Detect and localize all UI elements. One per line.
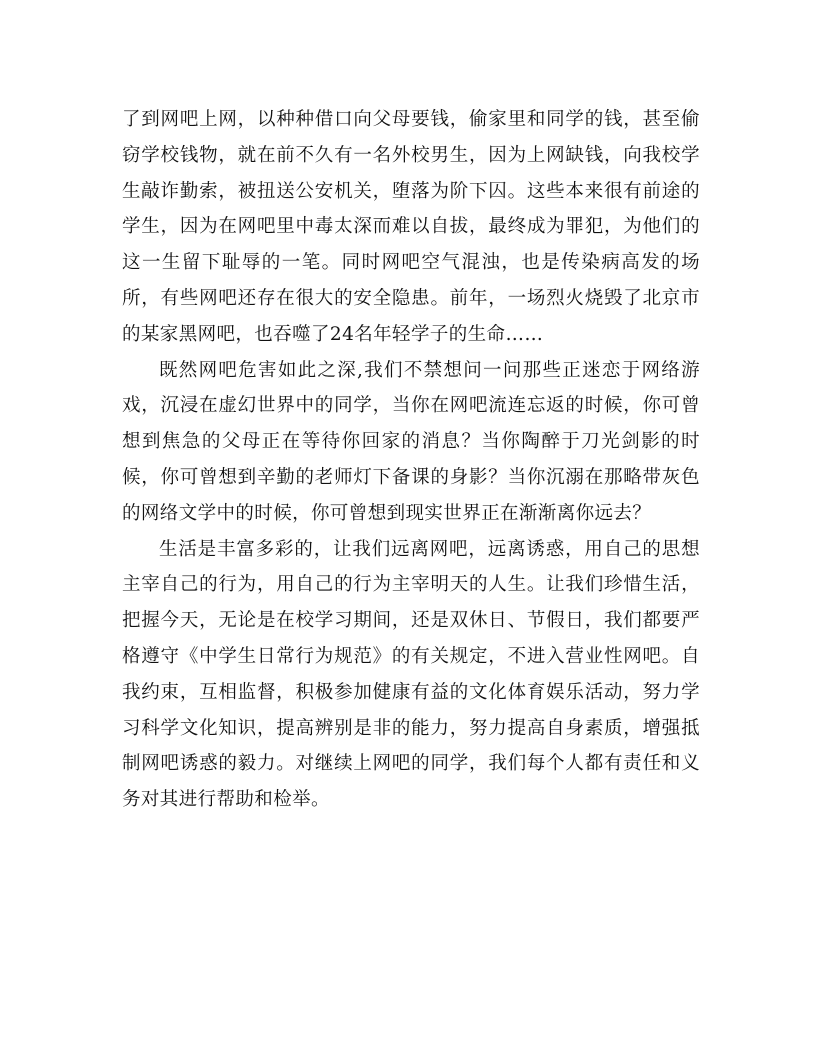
document-body: [122, 102, 700, 818]
paragraph-internet-cafe-harm: 既然网吧危害如此之深,我们不禁想问一问那些正迷恋于网络游戏，沉浸在虚幻世界中的同学，当你在网吧流连忘返的时候，你可曾想到焦急的父母正在等待你回家的消息？当你陶醉于刀光剑影的时候，你可曾想到辛勤的老师灯下备课的身影？当你沉溺在那略带灰色的网络文学中的时候，你可曾想到现实世界正在渐渐离你远去？: [122, 359, 700, 524]
paragraph-continuation: 了到网吧上网，以种种借口向父母要钱，偷家里和同学的钱，甚至偷窃学校钱物，就在前不久有一名外校男生，因为上网缺钱，向我校学生敲诈勤索，被扭送公安机关，堕落为阶下囚。这些本来很有前途的学生，因为在网吧里中毒太深而难以自拔，最终成为罪犯，为他们的这一生留下耻辱的一笔。同时网吧空气混浊，也是传染病高发的场所，有些网吧还存在很大的安全隐患。前年，一场烈火烧毁了北京市的某家黑网吧，也吞噬了24名年轻学子的生命……: [122, 109, 700, 345]
paragraph-call-to-action: 生活是丰富多彩的，让我们远离网吧，远离诱惑，用自己的思想主宰自己的行为，用自己的行为主宰明天的人生。让我们珍惜生活，把握今天，无论是在校学习期间，还是双休日、节假日，我们都要严格遵守《中学生日常行为规范》的有关规定，不进入营业性网吧。自我约束，互相监督，积极参加健康有益的文化体育娱乐活动，努力学习科学文化知识，提高辨别是非的能力，努力提高自身素质，增强抵制网吧诱惑的毅力。对继续上网吧的同学，我们每个人都有责任和义务对其进行帮助和检举。: [122, 538, 700, 811]
